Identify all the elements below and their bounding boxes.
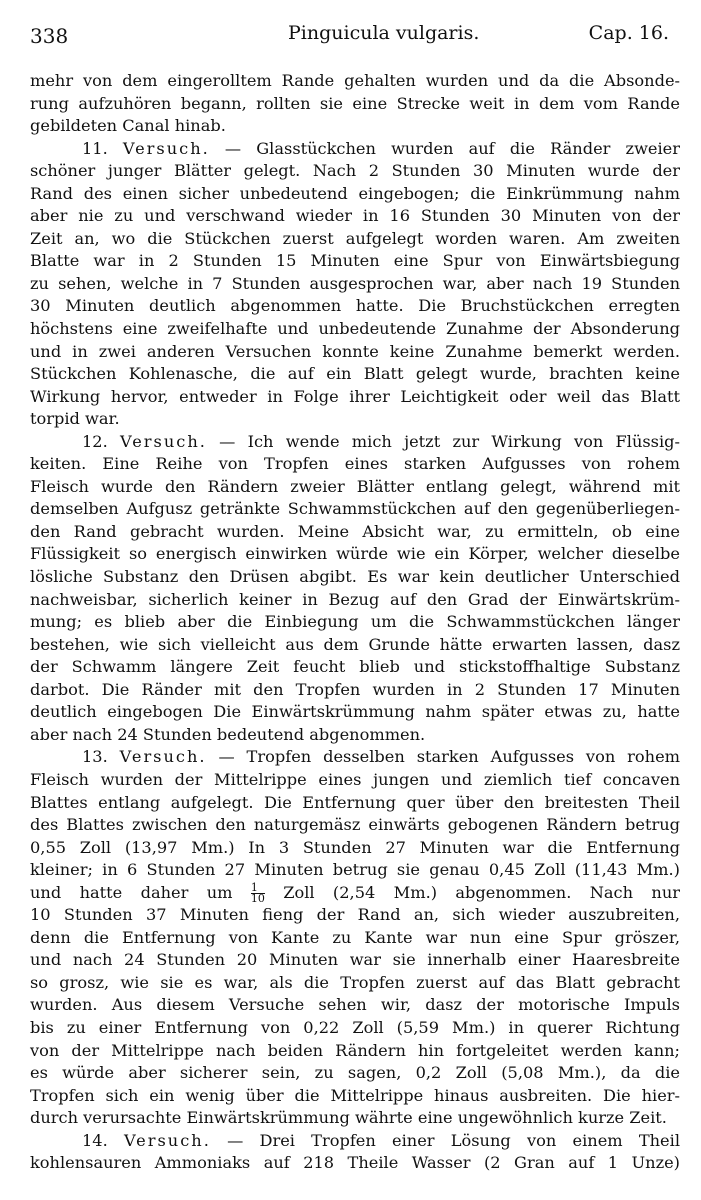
text-line: es würde aber sicherer sein, zu sagen, 0,2 Zoll (5,08 Mm.), da die — [30, 1063, 680, 1083]
text-line: bis zu einer Entfernung von 0,22 Zoll (5,59 Mm.) in querer Richtung — [30, 1017, 680, 1037]
text-line: aber nie zu und verschwand wieder in 16 Stunden 30 Minuten von der — [30, 206, 680, 226]
text-line: Fleisch wurde den Rändern zweier Blätter entlang gelegt, während mit — [30, 476, 680, 496]
text-line: denn die Entfernung von Kante zu Kante war nun eine Spur gröszer, — [30, 927, 680, 947]
text-line: nachweisbar, sicherlich keiner in Bezug auf den Grad der Einwärtskrüm- — [30, 589, 680, 609]
fraction — [250, 880, 265, 905]
running-title: Pinguicula vulgaris. — [288, 22, 480, 44]
experiment-number: 14. — [82, 1130, 124, 1150]
text-line — [30, 746, 680, 769]
text-line: lösliche Substanz den Drüsen abgibt. Es war kein deutlicher Unterschied — [30, 567, 680, 587]
text-line — [30, 1130, 680, 1153]
body-text — [30, 70, 680, 1175]
text-line — [30, 882, 680, 905]
text-line: bestehen, wie sich vielleicht aus dem Grunde hätte erwarten lassen, dasz — [30, 634, 680, 654]
line-rest: — Glasstückchen wurden auf die Ränder zweier — [209, 138, 680, 158]
text-line: Fleisch wurden der Mittelrippe eines jungen und ziemlich tief concaven — [30, 769, 680, 789]
line-rest: — Tropfen desselben starken Aufgusses von rohem — [206, 747, 680, 767]
text-line: zu sehen, welche in 7 Stunden ausgesprochen war, aber nach 19 Stunden — [30, 273, 680, 293]
text-line — [30, 431, 680, 454]
text-line: Rand des einen sicher unbedeutend eingebogen; die Einkrümmung nahm — [30, 183, 680, 203]
text-line: kohlensauren Ammoniaks auf 218 Theile Wasser (2 Gran auf 1 Unze) — [30, 1153, 680, 1173]
text-line: schöner junger Blätter gelegt. Nach 2 Stunden 30 Minuten wurde der — [30, 161, 680, 181]
text-line: kleiner; in 6 Stunden 27 Minuten betrug sie genau 0,45 Zoll (11,43 Mm.) — [30, 860, 680, 880]
text-line: aber nach 24 Stunden bedeutend abgenommen. — [30, 724, 426, 744]
text-line: mehr von dem eingerolltem Rande gehalten wurden und da die Absonde- — [30, 71, 680, 90]
text-line: Blattes entlang aufgelegt. Die Entfernung quer über den breitesten Theil — [30, 792, 680, 812]
text-line: Stückchen Kohlenasche, die auf ein Blatt gelegt wurde, brachten keine — [30, 364, 680, 384]
page-header — [30, 22, 681, 52]
text-line: Tropfen sich ein wenig über die Mittelrippe hinaus ausbreiten. Die hier- — [30, 1085, 680, 1105]
page-number: 338 — [30, 24, 69, 48]
text-line: keiten. Eine Reihe von Tropfen eines starken Aufgusses von rohem — [30, 454, 680, 474]
text-line: gebildeten Canal hinab. — [30, 116, 226, 136]
line-text: und hatte daher um — [30, 882, 251, 902]
line-text: Zoll (2,54 Mm.) abgenommen. Nach nur — [264, 882, 680, 902]
text-line: höchstens eine zweifelhafte und unbedeutende Zunahme der Absonderung — [30, 319, 680, 339]
experiment-heading: Versuch. — [120, 431, 207, 451]
text-line: rung aufzuhören begann, rollten sie eine Strecke weit in dem vom Rande — [30, 93, 680, 113]
text-line: von der Mittelrippe nach beiden Rändern hin fortgeleitet werden kann; — [30, 1040, 680, 1060]
chapter-label: Cap. 16. — [588, 22, 669, 44]
text-line: Flüssigkeit so energisch einwirken würde wie ein Körper, welcher dieselbe — [30, 544, 680, 564]
text-line: wurden. Aus diesem Versuche sehen wir, dasz der motorische Impuls — [30, 995, 680, 1015]
fraction-denominator: 10 — [250, 891, 265, 905]
experiment-number: 11. — [82, 138, 123, 158]
text-line: mung; es blieb aber die Einbiegung um die Schwammstückchen länger — [30, 612, 680, 632]
text-line: demselben Aufgusz getränkte Schwammstückchen auf den gegenüberliegen- — [30, 499, 680, 519]
text-line: Wirkung hervor, entweder in Folge ihrer Leichtigkeit oder weil das Blatt — [30, 386, 680, 406]
text-line: darbot. Die Ränder mit den Tropfen wurden in 2 Stunden 17 Minuten — [30, 679, 680, 699]
experiment-number: 13. — [82, 747, 120, 767]
experiment-heading: Versuch. — [122, 138, 210, 158]
text-line: 10 Stunden 37 Minuten fieng der Rand an, sich wieder auszubreiten, — [30, 905, 680, 925]
text-line: der Schwamm längere Zeit feucht blieb und stickstoffhaltige Substanz — [30, 657, 680, 677]
text-line: und in zwei anderen Versuchen konnte keine Zunahme bemerkt werden. — [30, 341, 680, 361]
text-line: deutlich eingebogen Die Einwärtskrümmung nahm später etwas zu, hatte — [30, 702, 680, 722]
fraction-numerator: 1 — [251, 883, 265, 894]
text-line: 30 Minuten deutlich abgenommen hatte. Die Bruchstückchen erregten — [30, 296, 680, 316]
experiment-heading: Versuch. — [119, 747, 207, 767]
text-line: den Rand gebracht wurden. Meine Absicht war, zu ermitteln, ob eine — [30, 521, 680, 541]
text-line: 0,55 Zoll (13,97 Mm.) In 3 Stunden 27 Minuten war die Entfernung — [30, 837, 680, 857]
text-line: Zeit an, wo die Stückchen zuerst aufgelegt worden waren. Am zweiten — [30, 228, 680, 248]
experiment-number: 12. — [82, 431, 120, 451]
text-line: Blatte war in 2 Stunden 15 Minuten eine Spur von Einwärtsbiegung — [30, 251, 680, 271]
experiment-heading: Versuch. — [123, 1130, 211, 1150]
line-rest: — Ich wende mich jetzt zur Wirkung von Flüssig- — [206, 431, 680, 451]
text-line: torpid war. — [30, 409, 120, 429]
text-line: durch verursachte Einwärtskrümmung währte eine ungewöhnlich kurze Zeit. — [30, 1108, 667, 1128]
text-line: und nach 24 Stunden 20 Minuten war sie innerhalb einer Haaresbreite — [30, 950, 680, 970]
text-line — [30, 138, 680, 161]
line-rest: — Drei Tropfen einer Lösung von einem Theil — [210, 1130, 680, 1150]
text-line: des Blattes zwischen den naturgemäsz einwärts gebogenen Rändern betrug — [30, 815, 680, 835]
text-line: so grosz, wie sie es war, als die Tropfen zuerst auf das Blatt gebracht — [30, 972, 680, 992]
